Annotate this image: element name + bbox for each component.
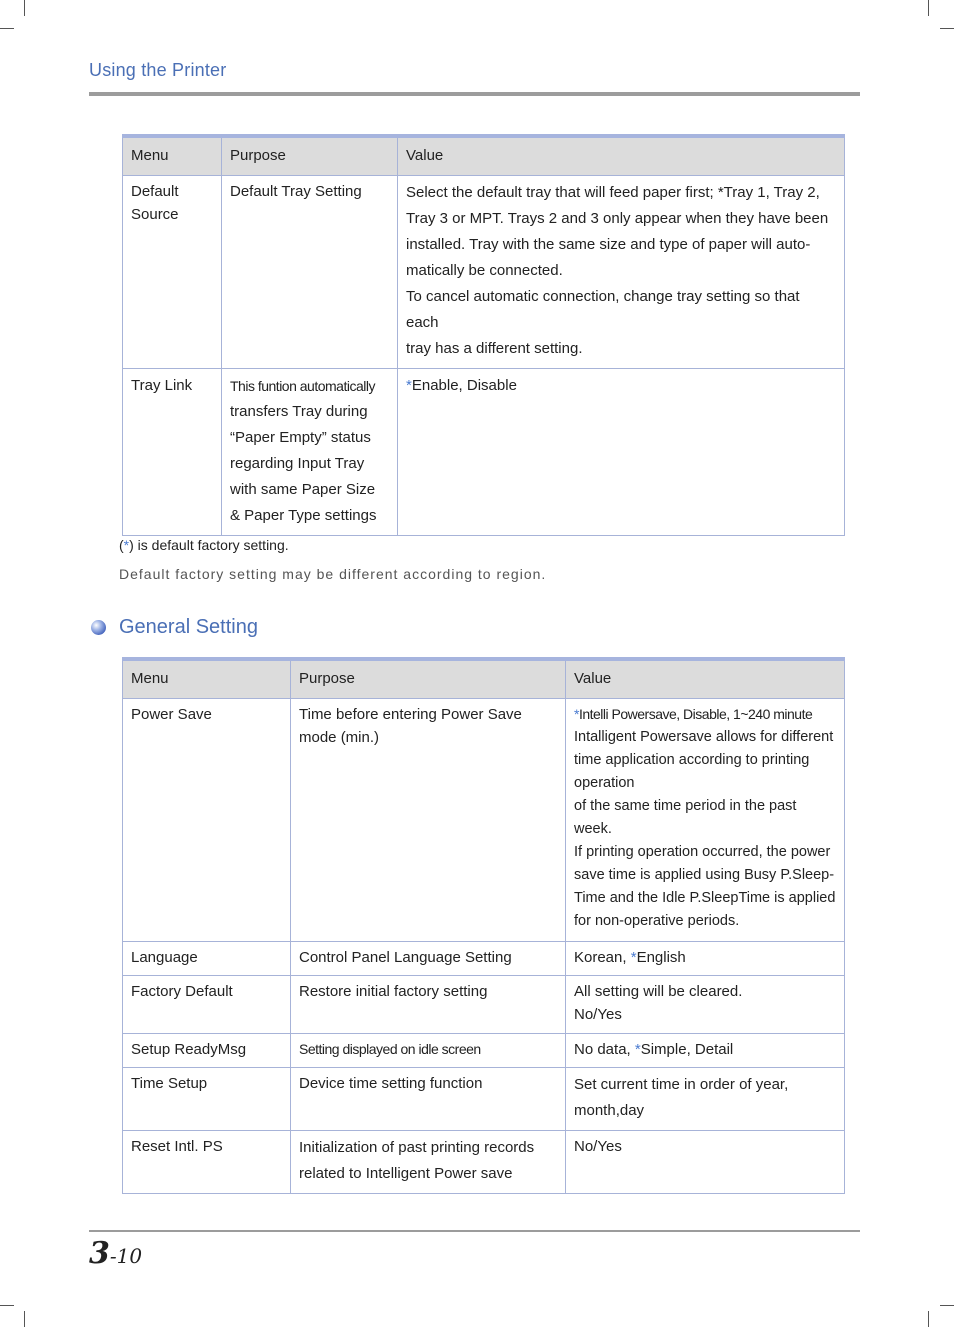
column-header-menu: Menu (123, 136, 222, 176)
column-header-purpose: Purpose (222, 136, 398, 176)
column-header-value: Value (398, 136, 845, 176)
header-rule (89, 92, 860, 96)
menu-text: Setup ReadyMsg (131, 1041, 247, 1058)
menu-text: Factory Default (131, 983, 233, 1000)
menu-text: Time Setup (131, 1075, 208, 1092)
crop-mark (940, 1305, 954, 1306)
purpose-line: Time before entering Power Save (299, 706, 522, 723)
purpose-line: Initialization of past printing records (299, 1139, 535, 1156)
purpose-line: related to Intelligent Power save (299, 1165, 513, 1182)
value-cell (398, 369, 845, 536)
value-cell (566, 942, 845, 976)
value-text: Korean, (574, 949, 631, 966)
menu-cell (123, 1068, 291, 1131)
default-marker: * (123, 537, 130, 553)
general-settings-table (122, 657, 845, 1194)
value-line: All setting will be cleared. (574, 983, 743, 1000)
default-marker: * (634, 1041, 641, 1058)
value-line: If printing operation occurred, the power (574, 844, 831, 860)
purpose-text: Default Tray Setting (230, 183, 362, 200)
value-text: English (636, 949, 686, 966)
purpose-cell (291, 699, 566, 942)
value-text: No data, (574, 1041, 635, 1058)
purpose-text: Device time setting function (299, 1075, 483, 1092)
value-line: tray has a different setting. (406, 340, 583, 357)
value-line: of the same time period in the past (574, 798, 797, 814)
tray-settings-table (122, 134, 845, 536)
column-header-value: Value (566, 659, 845, 699)
value-line: operation (574, 775, 635, 791)
purpose-cell (291, 1131, 566, 1194)
value-cell (566, 1068, 845, 1131)
value-line: Select the default tray that will feed paper first; *Tray 1, Tray 2, (406, 184, 820, 201)
table-header-row (123, 136, 845, 176)
menu-text: Power Save (131, 706, 212, 723)
purpose-cell (291, 1034, 566, 1068)
purpose-cell (291, 976, 566, 1034)
purpose-line: This funtion automatically (230, 378, 375, 394)
default-setting-note (119, 537, 289, 553)
default-marker: * (574, 706, 579, 722)
value-line: month,day (574, 1102, 645, 1119)
menu-text: Default Source (131, 183, 179, 223)
default-marker: * (630, 949, 637, 966)
crop-mark (24, 0, 25, 16)
value-line: To cancel automatic connection, change tray setting so that each (406, 288, 800, 331)
purpose-line: “Paper Empty” status (230, 429, 371, 446)
default-marker: * (406, 377, 412, 394)
purpose-text: Control Panel Language Setting (299, 949, 512, 966)
crop-mark (0, 1305, 14, 1306)
footer-rule (89, 1230, 860, 1232)
purpose-text: Restore initial factory setting (299, 983, 488, 1000)
value-line: Tray 3 or MPT. Trays 2 and 3 only appear when they have been (406, 210, 829, 227)
value-line: Intalligent Powersave allows for different (574, 729, 834, 745)
menu-text: Tray Link (131, 377, 193, 394)
table-row (123, 1068, 845, 1131)
value-line: matically be connected. (406, 262, 563, 279)
table-row (123, 1034, 845, 1068)
menu-cell (123, 369, 222, 536)
value-cell (566, 976, 845, 1034)
table-row (123, 1131, 845, 1194)
value-text: Enable, Disable (411, 377, 517, 394)
value-line (574, 703, 836, 726)
crop-mark (0, 28, 14, 29)
crop-mark (928, 1311, 929, 1327)
crop-mark (940, 28, 954, 29)
purpose-cell (222, 176, 398, 369)
section-bullet-icon (91, 620, 106, 635)
value-text: No/Yes (574, 1138, 622, 1155)
value-line: Time and the Idle P.SleepTime is applied (574, 890, 836, 906)
value-line: Set current time in order of year, (574, 1076, 789, 1093)
column-header-menu: Menu (123, 659, 291, 699)
menu-cell (123, 1131, 291, 1194)
purpose-line: regarding Input Tray (230, 455, 365, 472)
page-number (89, 1236, 142, 1271)
menu-cell (123, 942, 291, 976)
table-header-row (123, 659, 845, 699)
menu-text: Reset Intl. PS (131, 1138, 223, 1155)
purpose-cell (291, 942, 566, 976)
note-paren: ( (119, 537, 124, 553)
purpose-line: with same Paper Size (230, 481, 376, 498)
value-cell (566, 699, 845, 942)
table-row (123, 369, 845, 536)
menu-text: Language (131, 949, 198, 966)
crop-mark (24, 1311, 25, 1327)
value-cell (398, 176, 845, 369)
purpose-line: transfers Tray during (230, 403, 368, 420)
value-line: installed. Tray with the same size and type of paper will auto- (406, 236, 811, 253)
value-text: Intelli Powersave, Disable, 1~240 minute (578, 706, 813, 722)
column-header-purpose: Purpose (291, 659, 566, 699)
purpose-line: mode (min.) (299, 729, 380, 746)
menu-cell (123, 699, 291, 942)
page-header-title: Using the Printer (89, 60, 227, 80)
note-text: ) is default factory setting. (129, 537, 289, 553)
value-line: for non-operative periods. (574, 913, 740, 929)
value-line: No/Yes (574, 1006, 622, 1023)
table-row (123, 699, 845, 942)
value-line: week. (574, 821, 612, 837)
crop-mark (928, 0, 929, 16)
page-suffix: -10 (109, 1244, 143, 1268)
menu-cell (123, 976, 291, 1034)
section-title: General Setting (119, 616, 258, 638)
purpose-text: Setting displayed on idle screen (299, 1041, 481, 1057)
menu-cell (123, 1034, 291, 1068)
region-note: Default factory setting may be different according to region. (119, 566, 547, 582)
value-line: time application according to printing (574, 752, 810, 768)
purpose-cell (222, 369, 398, 536)
chapter-number: 3 (89, 1236, 110, 1271)
value-text: Simple, Detail (640, 1041, 734, 1058)
purpose-line: & Paper Type settings (230, 507, 377, 524)
purpose-cell (291, 1068, 566, 1131)
value-line: save time is applied using Busy P.Sleep- (574, 867, 835, 883)
value-cell (566, 1131, 845, 1194)
table-row (123, 942, 845, 976)
table-row (123, 976, 845, 1034)
value-cell (566, 1034, 845, 1068)
table-row (123, 176, 845, 369)
menu-cell (123, 176, 222, 369)
